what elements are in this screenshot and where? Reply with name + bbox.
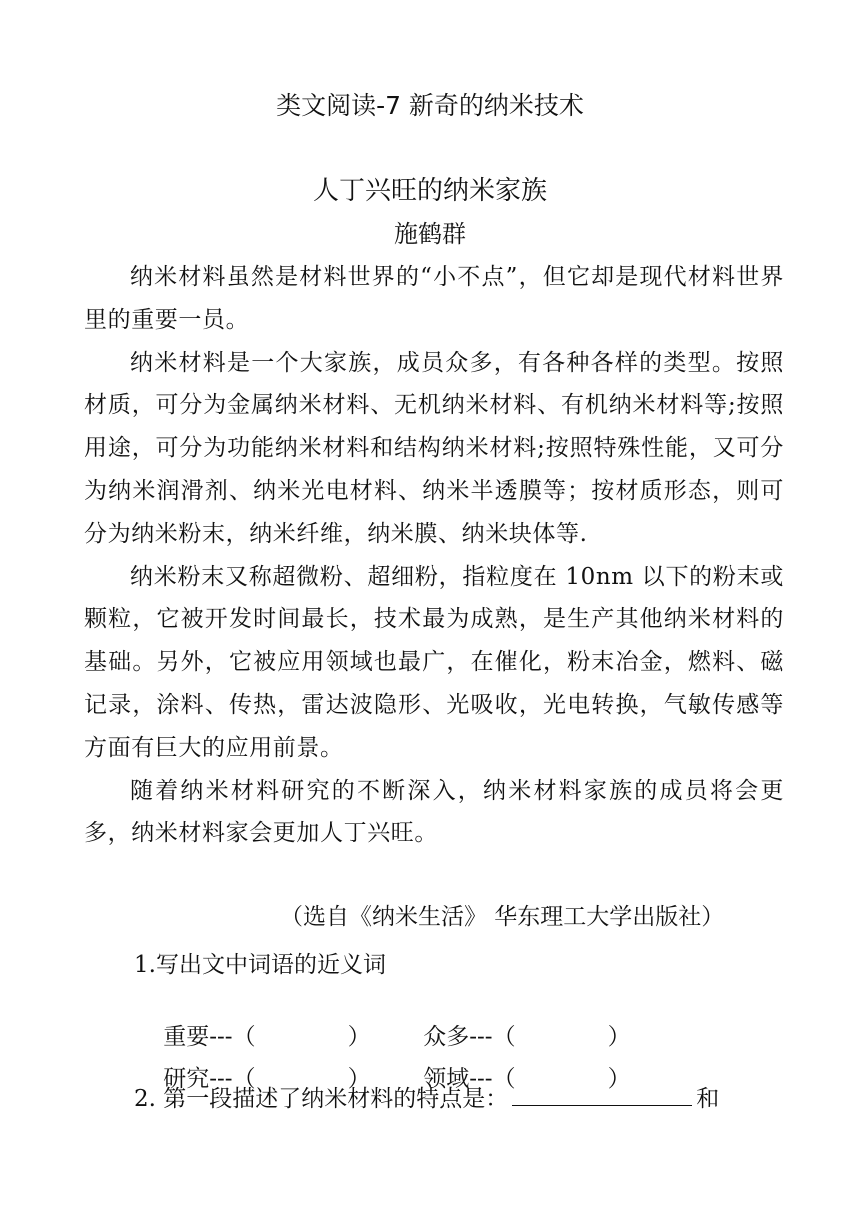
synonym-item-zhongyao: 重要---（ ） [163,1024,371,1050]
question-2-prompt: 2. 第一段描述了纳米材料的特点是： [134,1086,509,1112]
article-heading: 人丁兴旺的纳米家族 [312,176,547,206]
article-author: 施鹤群 [394,220,466,248]
synonym-item-lingyu: 领域---（ ） [423,1066,631,1092]
paragraph-2: 纳米材料是一个大家族，成员众多，有各种各样的类型。按照材质，可分为金属纳米材料、无机纳米材料、有机纳米材料等;按照用途，可分为功能纳米材料和结构纳米材料;按照特殊性能，又可分为纳米润滑剂、纳米光电材料、纳米半透膜等；按材质形态，则可分为纳米粉末，纳米纤维，纳米膜、纳米块体等. [84,349,784,547]
document-title: 类文阅读-7 新奇的纳米技术 [276,91,584,120]
question-2 [134,1080,719,1113]
synonym-item-zhongduo: 众多---（ ） [423,1024,631,1050]
article-body [84,256,784,855]
answer-blank [512,1085,692,1106]
question-2-suffix: 和 [696,1086,720,1112]
paragraph-4: 随着纳米材料研究的不断深入，纳米材料家族的成员将会更多，纳米材料家会更加人丁兴旺。 [84,777,784,847]
paragraph-1: 纳米材料虽然是材料世界的“小不点”，但它却是现代材料世界里的重要一员。 [84,264,784,333]
synonym-item-yanjiu: 研究---（ ） [163,1066,371,1092]
article-source: （选自《纳米生活》 华东理工大学出版社） [280,904,725,930]
question-1-prompt: 1.写出文中词语的近义词 [134,952,386,978]
paragraph-3: 纳米粉末又称超微粉、超细粉，指粒度在 10nm 以下的粉末或颗粒，它被开发时间最长，技术最为成熟，是生产其他纳米材料的基础。另外，它被应用领域也最广，在催化，粉末冶金，燃料、磁记录，涂料、传热，雷达波隐形、光吸收，光电转换，气敏传感等方面有巨大的应用前景。 [84,563,784,761]
